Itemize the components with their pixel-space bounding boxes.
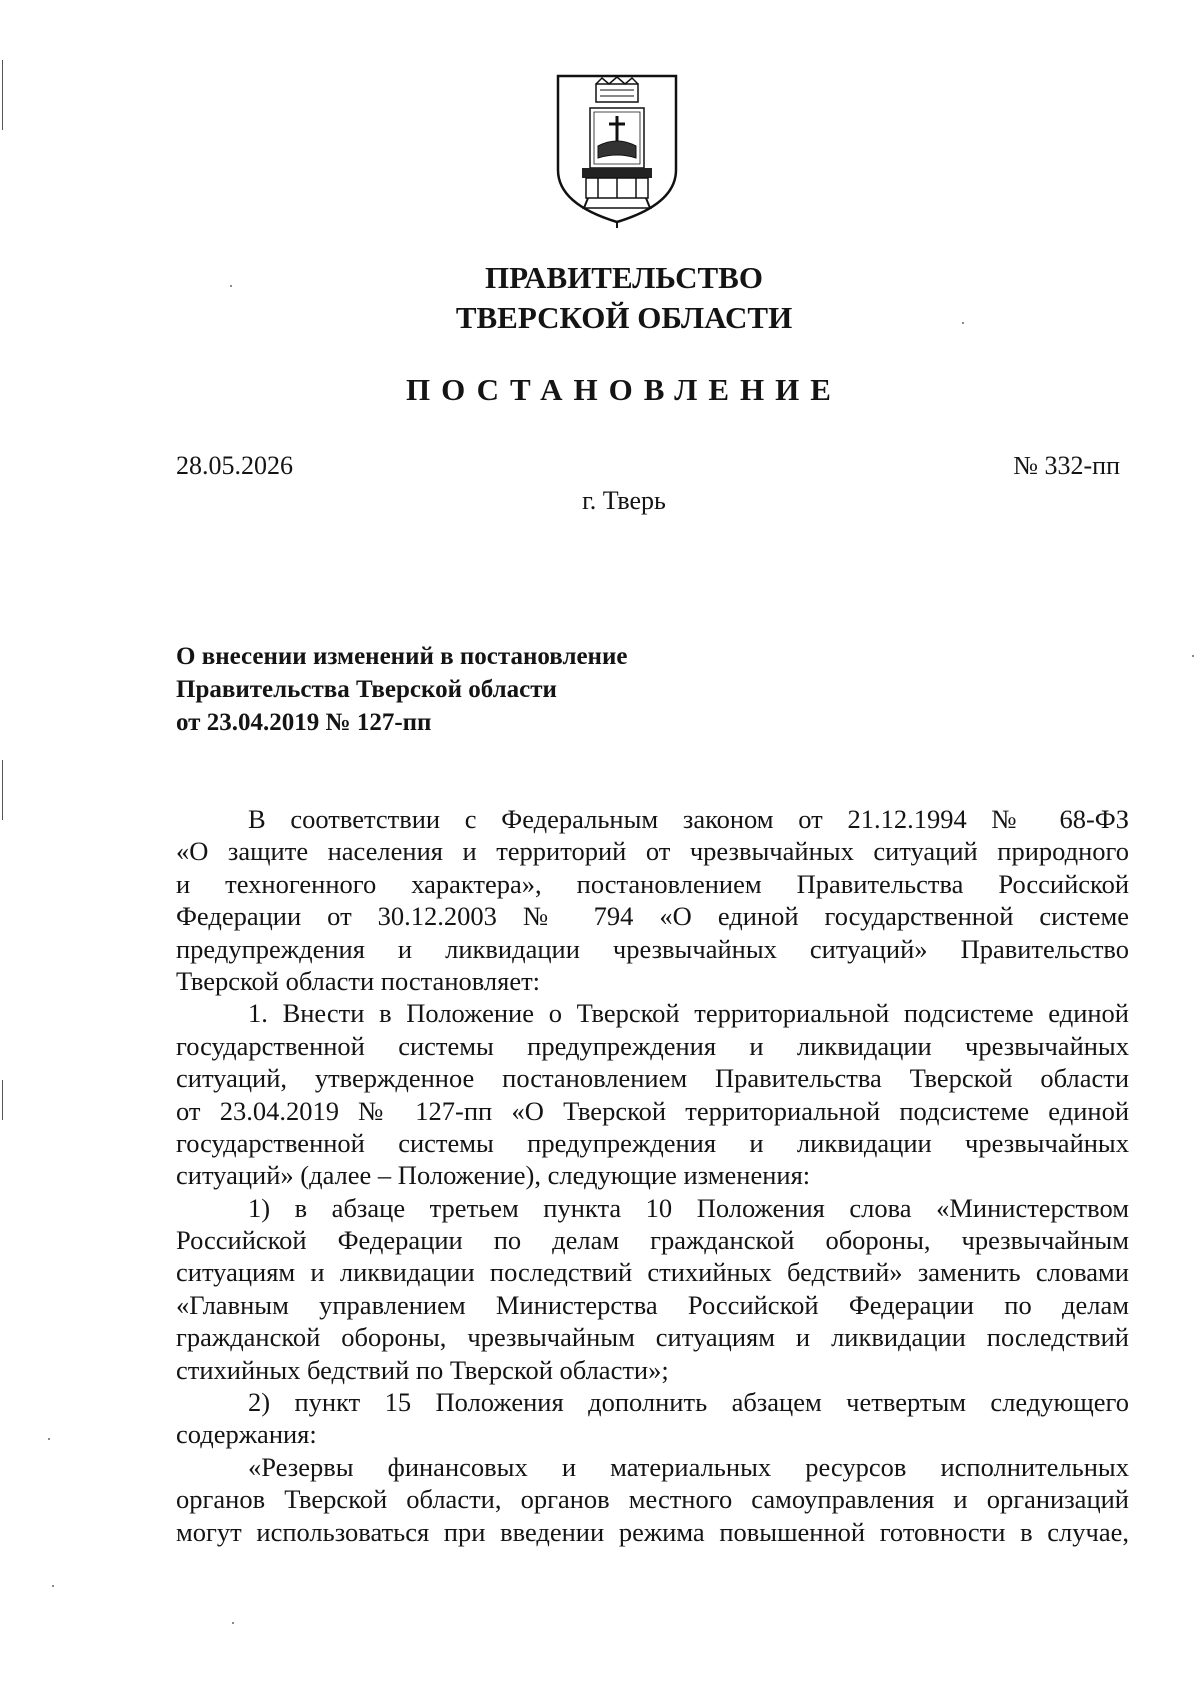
body-line: Федерации от 30.12.2003 № 794 «О единой государственной системе [176,901,1129,932]
document-type-heading: ПОСТАНОВЛЕНИЕ [406,372,842,407]
body-line: Тверской области постановляет: [176,965,541,996]
body-line: Российской Федерации по делам гражданской обороны, чрезвычайным [176,1225,1129,1256]
body-line: от 23.04.2019 № 127-пп «О Тверской территориальной подсистеме единой [176,1095,1129,1126]
organization-title-line1: ПРАВИТЕЛЬСТВО [485,260,763,295]
body-line: и техногенного характера», постановлением Правительства Российской [176,868,1129,899]
scan-speck [1192,655,1194,657]
subject-line: О внесении изменений в постановление [176,643,628,670]
body-line: 1) в абзаце третьем пункта 10 Положения слова «Министерством [248,1192,1129,1223]
document-number: № 332-пп [1013,451,1120,480]
body-line: могут использоваться при введении режима повышенной готовности в случае, [176,1516,1129,1547]
body-line: содержания: [176,1419,317,1450]
body-line: «О защите населения и территорий от чрезвычайных ситуаций природного [176,836,1129,867]
scan-edge-mark [2,60,3,130]
body-line: «Главным управлением Министерства Российской Федерации по делам [176,1289,1129,1320]
coat-of-arms-emblem [554,72,680,228]
scan-speck [52,1585,54,1587]
document-city: г. Тверь [582,486,666,515]
subject-line: Правительства Тверской области [176,676,557,703]
body-line: государственной системы предупреждения и ликвидации чрезвычайных [176,1030,1129,1061]
body-line: государственной системы предупреждения и ликвидации чрезвычайных [176,1127,1129,1158]
scan-speck [232,1622,234,1624]
body-line: органов Тверской области, органов местного самоуправления и организаций [176,1484,1129,1515]
body-line: 1. Внести в Положение о Тверской территориальной подсистеме единой [248,998,1129,1029]
scan-edge-mark [2,760,3,820]
body-line: ситуаций, утвержденное постановлением Правительства Тверской области [176,1063,1129,1094]
body-line: предупреждения и ликвидации чрезвычайных ситуаций» Правительство [176,933,1129,964]
body-line: «Резервы финансовых и материальных ресурсов исполнительных [248,1451,1129,1482]
document-body [176,803,1129,1548]
organization-title-line2: ТВЕРСКОЙ ОБЛАСТИ [455,300,793,335]
body-line: стихийных бедствий по Тверской области»; [176,1354,669,1385]
document-subject [176,640,627,739]
subject-line: от 23.04.2019 № 127-пп [176,709,432,736]
body-line: ситуаций» (далее – Положение), следующие изменения: [176,1160,811,1191]
body-line: гражданской обороны, чрезвычайным ситуациям и ликвидации последствий [176,1322,1129,1353]
document-date: 28.05.2026 [176,451,293,480]
scan-speck [48,1438,50,1440]
body-line: 2) пункт 15 Положения дополнить абзацем четвертым следующего [248,1387,1129,1418]
body-line: В соответствии с Федеральным законом от 21.12.1994 № 68-ФЗ [248,804,1129,834]
scan-edge-mark [2,1080,3,1120]
body-line: ситуациям и ликвидации последствий стихийных бедствий» заменить словами [176,1257,1129,1288]
